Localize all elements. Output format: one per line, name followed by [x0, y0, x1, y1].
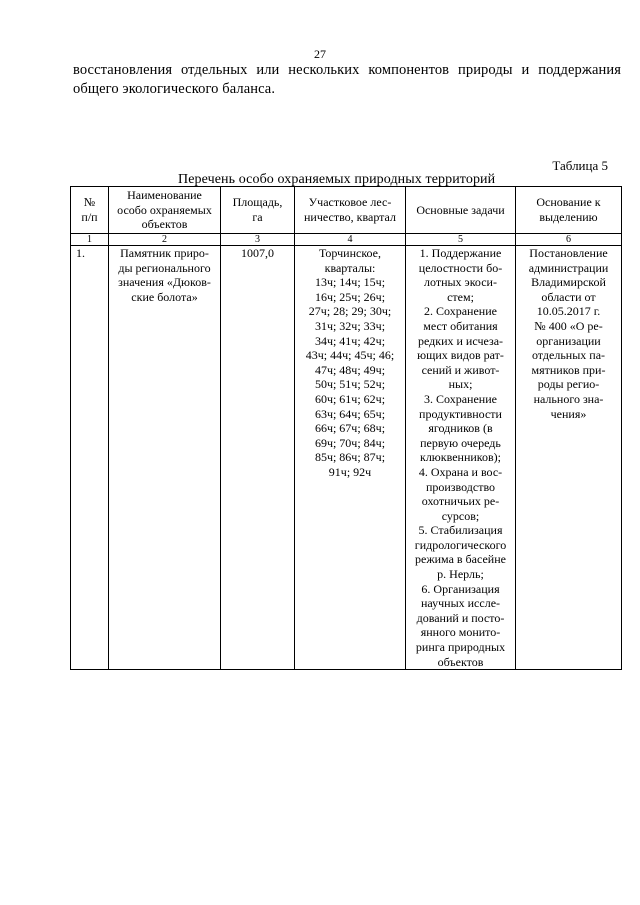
cell-forestry-quarter: Торчинское, кварталы: 13ч; 14ч; 15ч; 16ч; 25ч; 26ч; 27ч; 28; 29; 30ч; 31ч; 32ч; 33ч; 34ч; 41ч; 42ч; 43ч; 44ч; 45ч; 46; 47ч; 48ч; 49ч; 50ч; 51ч; 52ч; 60ч; 61ч; 62ч; 63ч; 64ч; 65ч; 66ч; 67ч; 68ч; 69ч; 70ч; 84ч; 85ч; 86ч; 87ч; 91ч; 92ч — [295, 246, 406, 670]
header-main-tasks: Основные задачи — [406, 187, 516, 234]
table-caption: Таблица 5 — [552, 158, 608, 173]
column-number: 1 — [71, 234, 109, 246]
cell-area: 1007,0 — [221, 246, 295, 670]
cell-object-name: Памятник приро- ды регионального значения «Дюков- ские болота» — [109, 246, 221, 670]
column-number: 2 — [109, 234, 221, 246]
column-number: 3 — [221, 234, 295, 246]
cell-basis: Постановление администрации Владимирской области от 10.05.2017 г. № 400 «О ре- организации отдельных па- мятников при- роды регио- нального зна- чения» — [516, 246, 622, 670]
header-area: Площадь, га — [221, 187, 295, 234]
column-number-row — [71, 234, 622, 246]
table-row — [71, 246, 622, 670]
header-object-name: Наименование особо охраняемых объектов — [109, 187, 221, 234]
intro-paragraph: восстановления отдельных или нескольких компонентов природы и поддержания общего экологического баланса. — [73, 62, 621, 97]
header-basis: Основание к выделению — [516, 187, 622, 234]
table-header-row — [71, 187, 622, 234]
protected-areas-table — [70, 186, 622, 670]
page-number: 27 — [314, 47, 326, 61]
cell-number: 1. — [71, 246, 109, 670]
column-number: 5 — [406, 234, 516, 246]
column-number: 4 — [295, 234, 406, 246]
column-number: 6 — [516, 234, 622, 246]
header-forestry-quarter: Участковое лес- ничество, квартал — [295, 187, 406, 234]
cell-main-tasks: 1. Поддержание целостности бо- лотных экоси- стем; 2. Сохранение мест обитания редких и исчеза- ющих видов рат- сений и живот- ных; 3. Сохранение продуктивности ягодников (в первую очередь клюквенников); 4. Охрана и вос- производство охотничьих ре- сурсов; 5. Стабилизация гидрологического режима в басейне р. Нерль; 6. Организация научных иссле- дований и посто- янного монито- ринга природных объектов — [406, 246, 516, 670]
table-title: Перечень особо охраняемых природных территорий — [178, 172, 496, 187]
header-number: № п/п — [71, 187, 109, 234]
